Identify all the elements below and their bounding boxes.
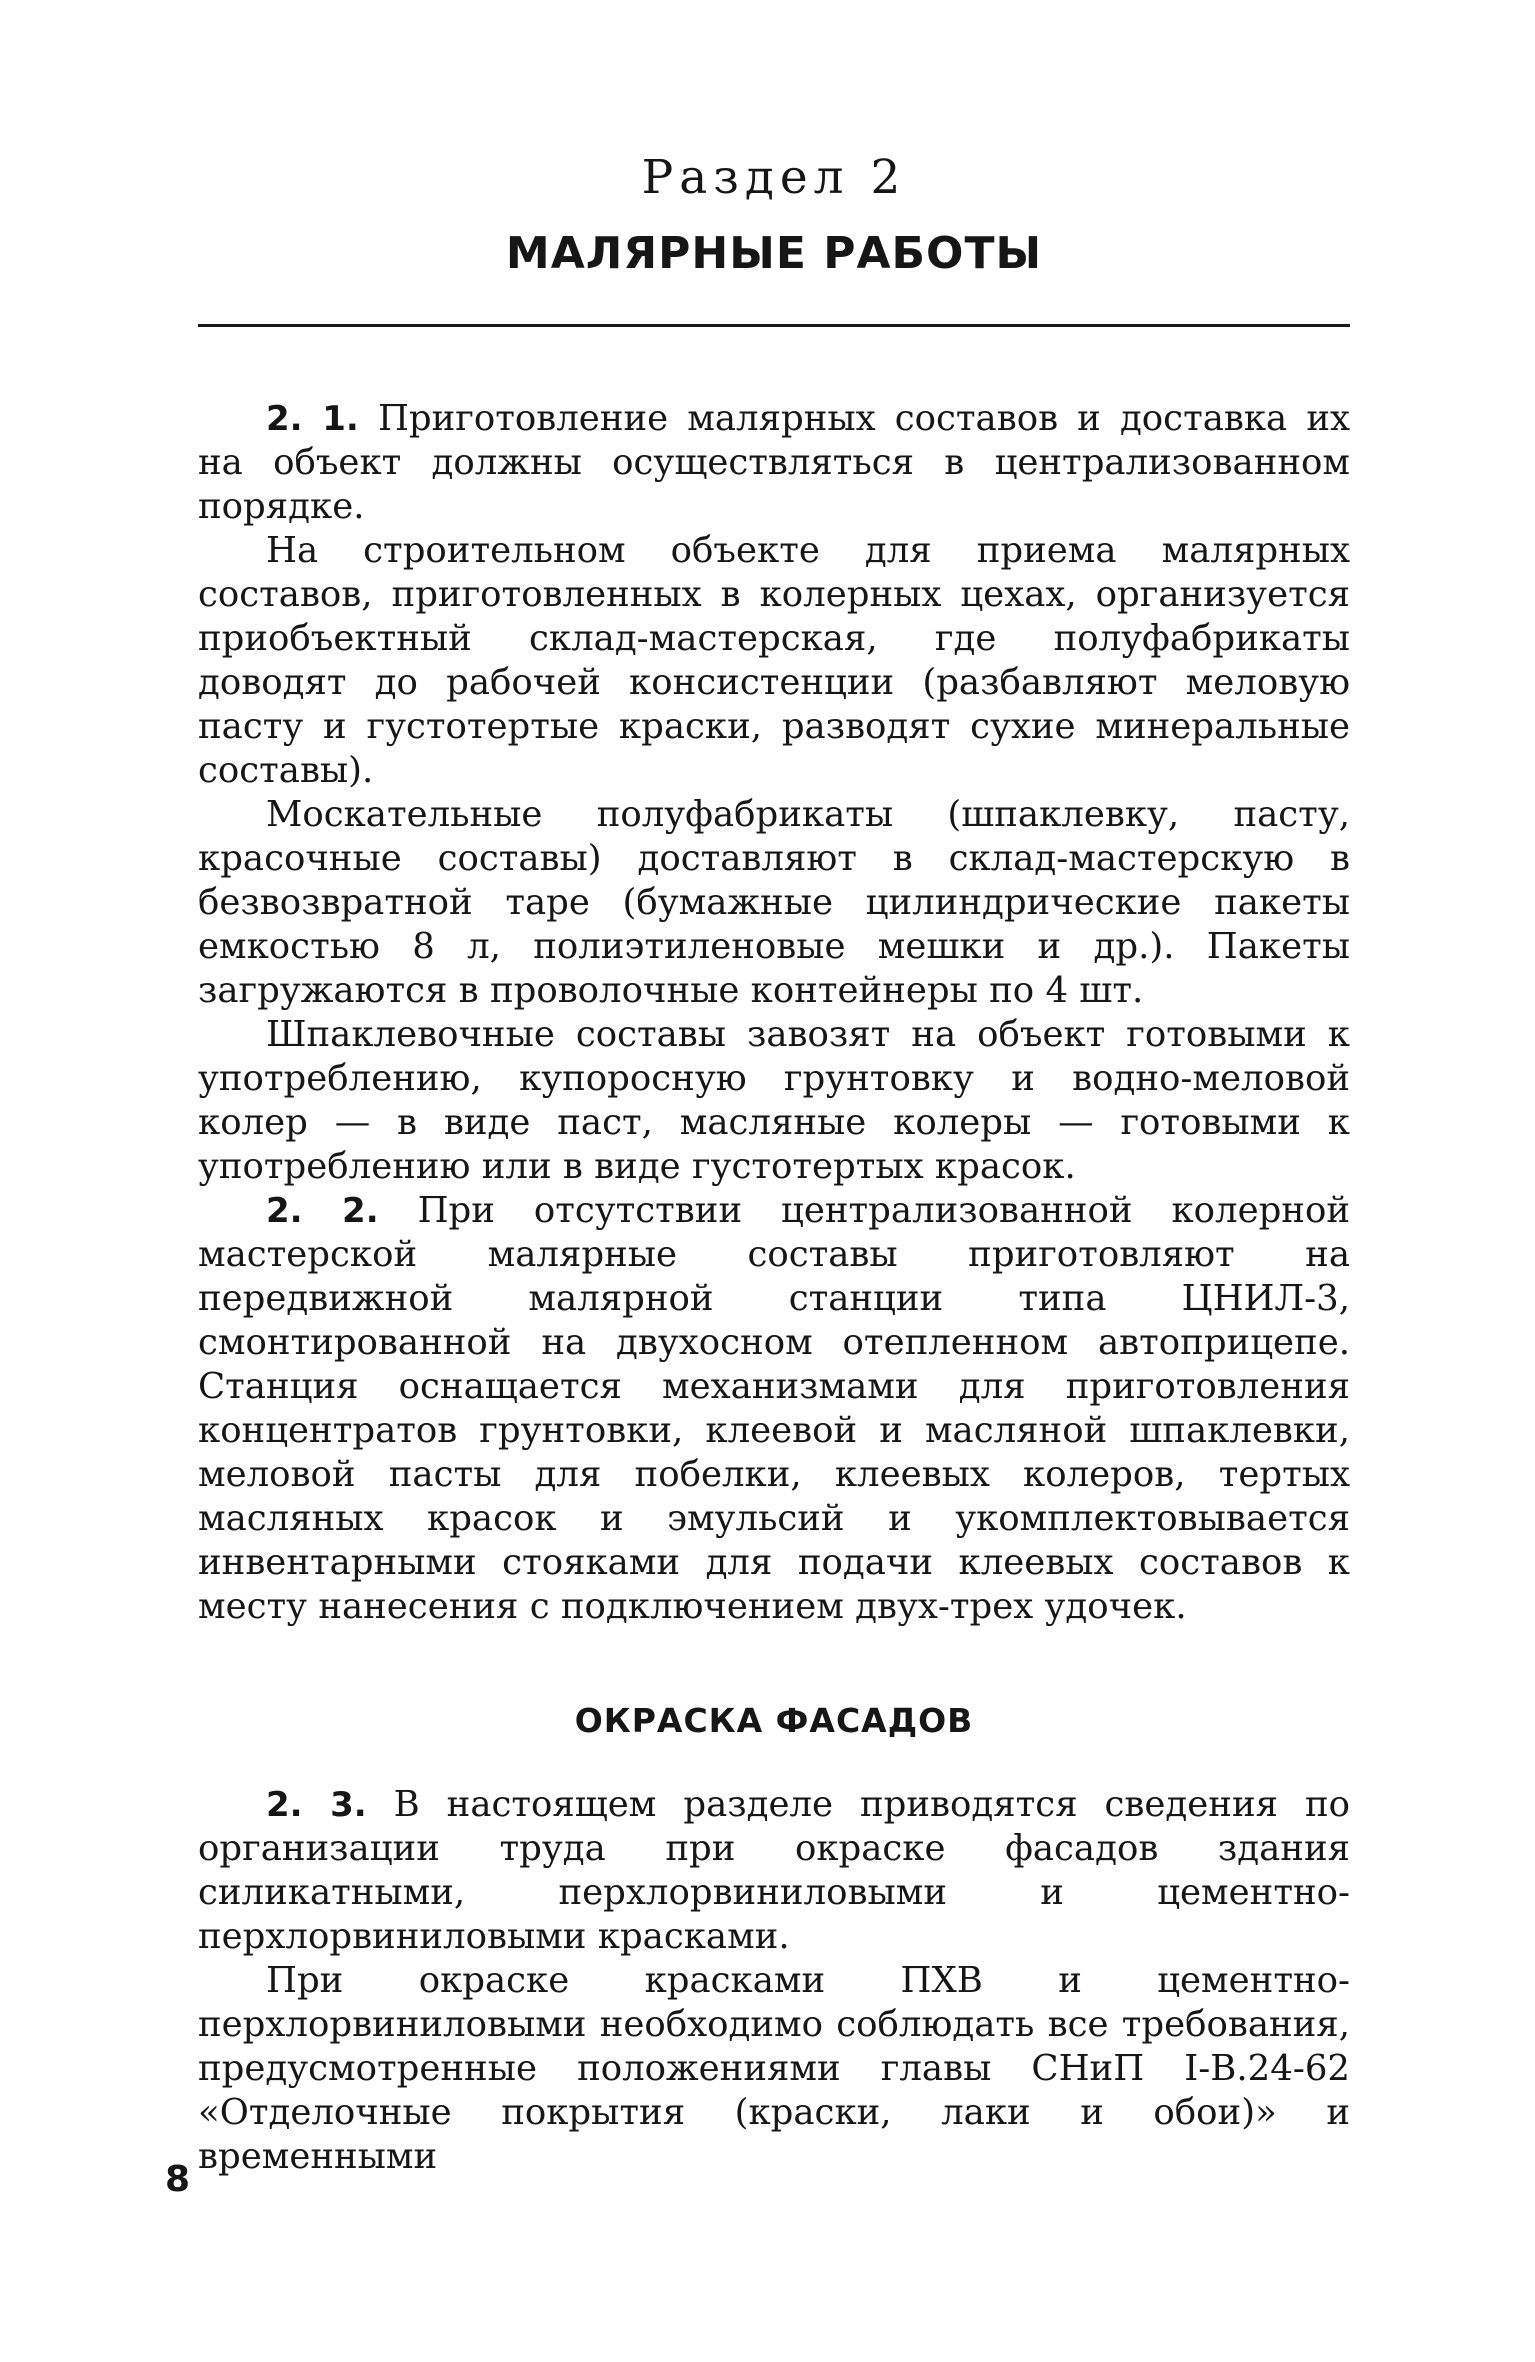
paragraph-pvc-requirements <box>198 1959 1350 2179</box>
paragraph-text: Приготовление малярных составов и доставка их на объект должны осуществляться в централизованном порядке. <box>198 398 1351 527</box>
paragraph-text: При окраске красками ПХВ и цементно-перхлорвиниловыми необходимо соблюдать все требования, предусмотренные положениями главы СНиП I-В.24-62 «Отделочные покрытия (краски, лаки и обои)» и временными <box>198 1960 1350 2177</box>
paragraph-text: Шпаклевочные составы завозят на объект готовыми к употреблению, купоросную грунтовку и водно-меловой колер — в виде паст, масляные колеры — готовыми к употреблению или в виде густотертых красок. <box>198 1014 1350 1187</box>
paragraph-putty-delivery <box>198 1013 1350 1189</box>
paragraph-text: На строительном объекте для приема малярных составов, приготовленных в колерных цехах, организуется приобъектный склад-мастерская, где полуфабрикаты доводят до рабочей консистенции (разбавляют меловую пасту и густотертые краски, разводят сухие минеральные составы). <box>198 530 1350 791</box>
paragraph-text: При отсутствии централизованной колерной мастерской малярные составы приготовляют на передвижной малярной станции типа ЦНИЛ-3, смонтированной на двухосном отепленном автоприцепе. Станция оснащается механизмами для приготовления концентратов грунтовки, клеевой и масляной шпаклевки, меловой пасты для побелки, клеевых колеров, тертых масляных красок и эмульсий и укомплектовывается инвентарными стояками для подачи клеевых составов к месту нанесения с подключением двух-трех удочек. <box>198 1190 1350 1627</box>
section-label: Раздел 2 <box>641 150 907 205</box>
paragraph-text: Москательные полуфабрикаты (шпаклевку, пасту, красочные составы) доставляют в склад-мастерскую в безвозвратной таре (бумажные цилиндрические пакеты емкостью 8 л, полиэтиленовые мешки и др.). Пакеты загружаются в проволочные контейнеры по 4 шт. <box>198 794 1350 1011</box>
body-text <box>198 397 1350 2179</box>
header-divider <box>198 324 1350 327</box>
clause-number: 2. 3. <box>266 1785 367 1825</box>
clause-number: 2. 1. <box>266 399 359 439</box>
paragraph-2-1 <box>198 397 1350 529</box>
paragraph-2-2 <box>198 1189 1350 1629</box>
subheading-facade-painting: ОКРАСКА ФАСАДОВ <box>574 1701 974 1740</box>
paragraph-text: В настоящем разделе приводятся сведения по организации труда при окраске фасадов здания силикатными, перхлорвиниловыми и цементно-перхлорвиниловыми красками. <box>198 1784 1351 1957</box>
clause-number: 2. 2. <box>266 1191 379 1231</box>
paragraph-semi-finished <box>198 793 1350 1013</box>
page-number: 8 <box>165 2159 191 2200</box>
paragraph-site-storage <box>198 529 1350 793</box>
section-title: МАЛЯРНЫЕ РАБОТЫ <box>505 228 1043 279</box>
paragraph-2-3 <box>198 1783 1350 1959</box>
page-body <box>198 150 1350 2179</box>
